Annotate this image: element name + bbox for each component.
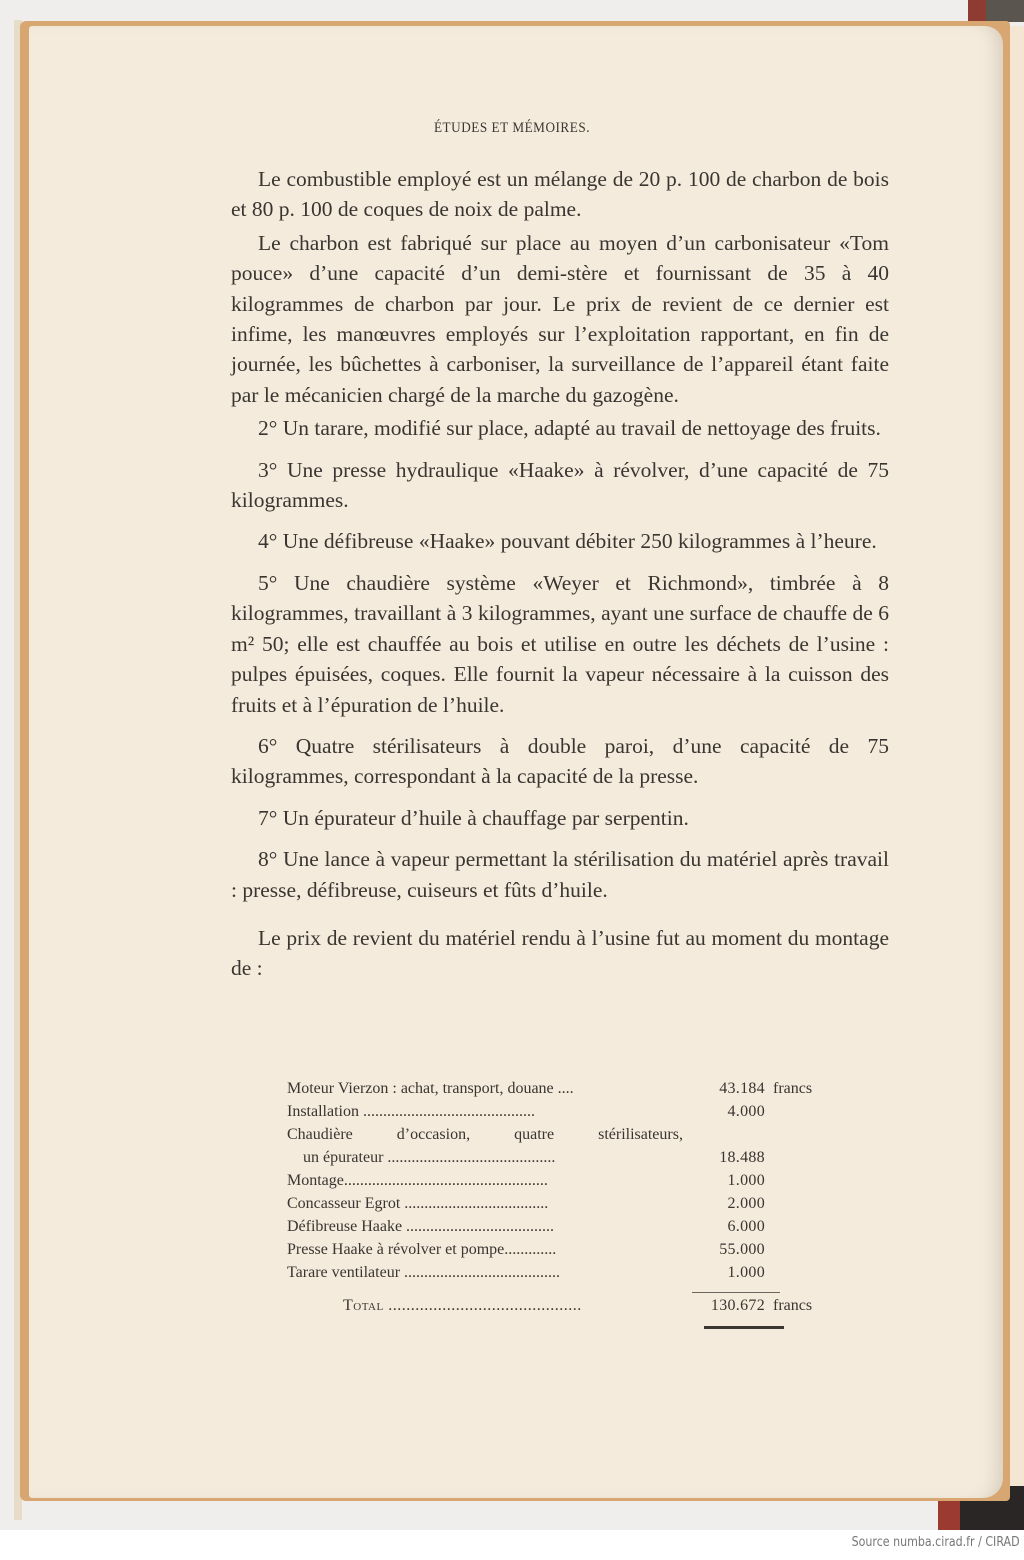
row-label: Presse Haake à révolver et pompe............. bbox=[287, 1241, 557, 1258]
row-label-line1 bbox=[287, 1126, 683, 1144]
total-amount: 130.672 bbox=[710, 1297, 765, 1314]
table-row bbox=[287, 1080, 847, 1103]
paragraph-fuel: Le combustible employé est un mélange de 20 p. 100 de charbon de bois et 80 p. 100 de coques de noix de palme. bbox=[231, 167, 889, 222]
word: quatre bbox=[514, 1126, 555, 1143]
paragraph-item-7: 7° Un épurateur d’huile à chauffage par serpentin. bbox=[258, 805, 689, 830]
total-label: Total ........................................... bbox=[343, 1297, 582, 1314]
table-row bbox=[287, 1103, 847, 1126]
row-amount: 6.000 bbox=[727, 1218, 765, 1235]
total-unit: francs bbox=[773, 1297, 813, 1314]
row-amount: 2.000 bbox=[727, 1195, 765, 1212]
paragraph-item-5: 5° Une chaudière système «Weyer et Richmond», timbrée à 8 kilogrammes, travaillant à 3 kilogrammes, ayant une surface de chauffe de 6 m² 50; elle est chauffée au bois et utilise en outre les déchets de l’usine : pulpes épuisées, coques. Elle fournit la vapeur nécessaire à la cuisson des fruits et à l’épuration de l’huile. bbox=[231, 570, 889, 717]
table-row bbox=[287, 1264, 847, 1287]
row-label: Concasseur Egrot .................................... bbox=[287, 1195, 549, 1212]
paragraph-charcoal: Le charbon est fabriqué sur place au moyen d’un carbonisateur «Tom pouce» d’une capacité d’un demi-stère et fournissant de 35 à 40 kilogrammes de charbon par jour. Le prix de revient de ce dernier est infime, les manœuvres employés sur l’exploitation rapportant, en fin de journée, les bûchettes à carboniser, la surveillance de l’appareil étant faite par le mécanicien chargé de la marche du gazogène. bbox=[231, 230, 889, 407]
paragraph-item-3: 3° Une presse hydraulique «Haake» à révolver, d’une capacité de 75 kilogrammes. bbox=[231, 457, 889, 513]
row-label: Tarare ventilateur ....................................... bbox=[287, 1264, 561, 1281]
source-attribution: Source numba.cirad.fr / CIRAD bbox=[852, 1535, 1020, 1550]
paragraph-item-2: 2° Un tarare, modifié sur place, adapté au travail de nettoyage des fruits. bbox=[258, 416, 881, 441]
paragraph-item-6: 6° Quatre stérilisateurs à double paroi, d’une capacité de 75 kilogrammes, correspondant à la capacité de la presse. bbox=[231, 733, 889, 789]
table-row-continuation bbox=[287, 1126, 847, 1149]
row-label: un épurateur .......................................... bbox=[303, 1149, 556, 1166]
table-total-row bbox=[287, 1297, 847, 1323]
table-row bbox=[287, 1172, 847, 1195]
word: Chaudière bbox=[287, 1126, 353, 1143]
row-amount: 55.000 bbox=[719, 1241, 765, 1258]
body-text bbox=[231, 164, 889, 984]
paragraph-item-4: 4° Une défibreuse «Haake» pouvant débiter 250 kilogrammes à l’heure. bbox=[258, 529, 877, 554]
row-amount: 1.000 bbox=[727, 1172, 765, 1189]
table-row bbox=[287, 1195, 847, 1218]
row-amount: 1.000 bbox=[727, 1264, 765, 1281]
row-label: Moteur Vierzon : achat, transport, douane .... bbox=[287, 1080, 574, 1097]
table-row bbox=[287, 1149, 847, 1172]
rule-above-total bbox=[692, 1292, 780, 1293]
cost-table bbox=[287, 1080, 847, 1323]
row-unit: francs bbox=[773, 1080, 813, 1097]
row-amount: 18.488 bbox=[719, 1149, 765, 1166]
double-rule-under-total bbox=[704, 1326, 784, 1329]
book-cover-dark-top bbox=[986, 0, 1024, 22]
running-head: ÉTUDES ET MÉMOIRES. bbox=[433, 120, 591, 136]
row-amount: 4.000 bbox=[727, 1103, 765, 1120]
word: d’occasion, bbox=[396, 1126, 471, 1143]
row-label: Défibreuse Haake ..................................... bbox=[287, 1218, 555, 1235]
word: stérilisateurs, bbox=[598, 1126, 683, 1143]
row-label: Montage................................................... bbox=[287, 1172, 548, 1189]
table-row bbox=[287, 1218, 847, 1241]
row-label: Installation ........................................... bbox=[287, 1103, 535, 1120]
table-row bbox=[287, 1241, 847, 1264]
paragraph-item-8: 8° Une lance à vapeur permettant la stérilisation du matériel après travail : presse, défibreuse, cuiseurs et fûts d’huile. bbox=[231, 847, 889, 902]
row-amount: 43.184 bbox=[719, 1080, 765, 1097]
paragraph-cost-intro: Le prix de revient du matériel rendu à l’usine fut au moment du montage de : bbox=[231, 925, 889, 981]
